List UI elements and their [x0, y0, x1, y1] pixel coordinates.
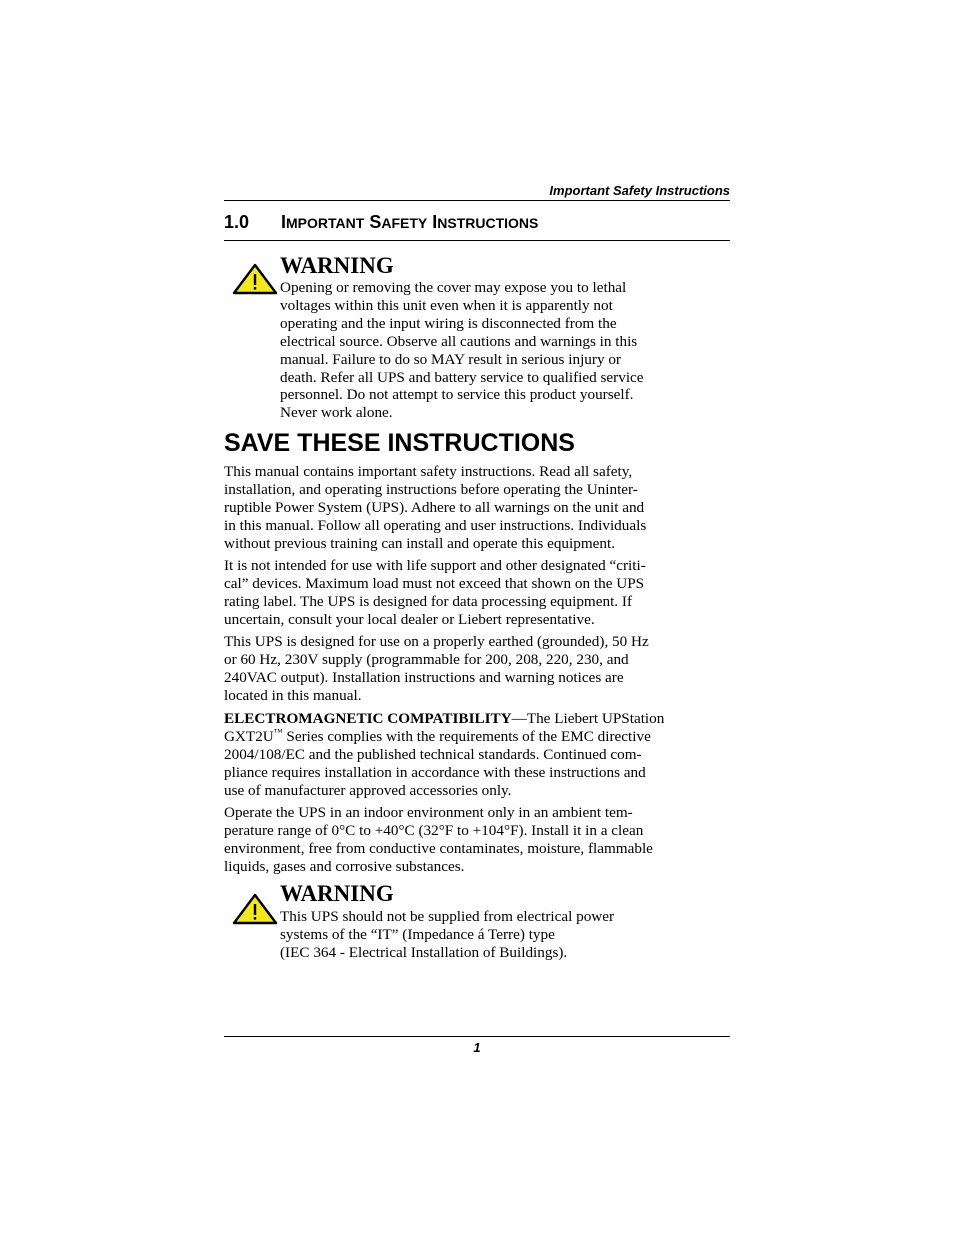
section-heading — [224, 210, 538, 235]
section-title-word-3: INSTRUCTIONS — [432, 212, 539, 232]
warning-title: WARNING — [280, 881, 394, 906]
warning-body: This UPS should not be supplied from electrical power systems of the “IT” (Impedance á Terre) type (IEC 364 - Electrical Installation of Buildings). — [280, 908, 615, 961]
section-number: 1.0 — [224, 212, 250, 232]
page-number: 1 — [473, 1040, 481, 1055]
life-support-paragraph: It is not intended for use with life support and other designated “criti- cal” devices. Maximum load must not exceed that shown on the UPS rating label. The UPS is designed for data processing equipment. If uncertain, consult your local dealer or Liebert representative. — [224, 557, 646, 628]
manual-page — [224, 0, 730, 1235]
emc-paragraph: ELECTROMAGNETIC COMPATIBILITY—The Liebert UPStation GXT2U™ Series complies with the requirements of the EMC directive 2004/108/EC and the published technical standards. Continued com- pliance requires installation in accordance with these instructions and use of manufacturer approved accessories only. — [224, 710, 665, 799]
warning-triangle-icon — [232, 893, 278, 925]
save-instructions-heading: SAVE THESE INSTRUCTIONS — [224, 429, 575, 457]
warning-triangle-icon — [232, 263, 278, 295]
section-title-word-1: IMPORTANT — [281, 212, 365, 232]
power-supply-paragraph: This UPS is designed for use on a properly earthed (grounded), 50 Hz or 60 Hz, 230V supply (programmable for 200, 208, 220, 230, and 240VAC output). Installation instructions and warning notices are located in this manual. — [224, 633, 649, 704]
emc-heading: ELECTROMAGNETIC COMPATIBILITY — [224, 710, 512, 727]
product-name: GXT2U — [224, 727, 274, 745]
warning-body: Opening or removing the cover may expose you to lethal voltages within this unit even when it is apparently not operating and the input wiring is disconnected from the electrical source. Observe all cautions and warnings in this manual. Failure to do so MAY result in serious injury or death. Refer all UPS and battery service to qualified service personnel. Do not attempt to service this product yourself. Never work alone. — [280, 279, 644, 422]
intro-paragraph: This manual contains important safety instructions. Read all safety, installation, and operating instructions before operating the Uninter- ruptible Power System (UPS). Adhere to all warnings on the unit and in this manual. Follow all operating and user instructions. Individuals without previous training can install and operate this equipment. — [224, 463, 647, 552]
section-title-word-2: SAFETY — [369, 212, 428, 232]
trademark-symbol: ™ — [273, 726, 283, 737]
header-rule — [224, 200, 730, 201]
running-head: Important Safety Instructions — [549, 183, 730, 198]
environment-paragraph: Operate the UPS in an indoor environment only in an ambient tem- perature range of 0°C to +40°C (32°F to +104°F). Install it in a clean environment, free from conductive contaminates, moisture, flammable liquids, gases and corrosive substances. — [224, 804, 653, 875]
warning-title: WARNING — [280, 253, 394, 278]
section-rule — [224, 240, 730, 241]
footer-rule — [224, 1036, 730, 1037]
